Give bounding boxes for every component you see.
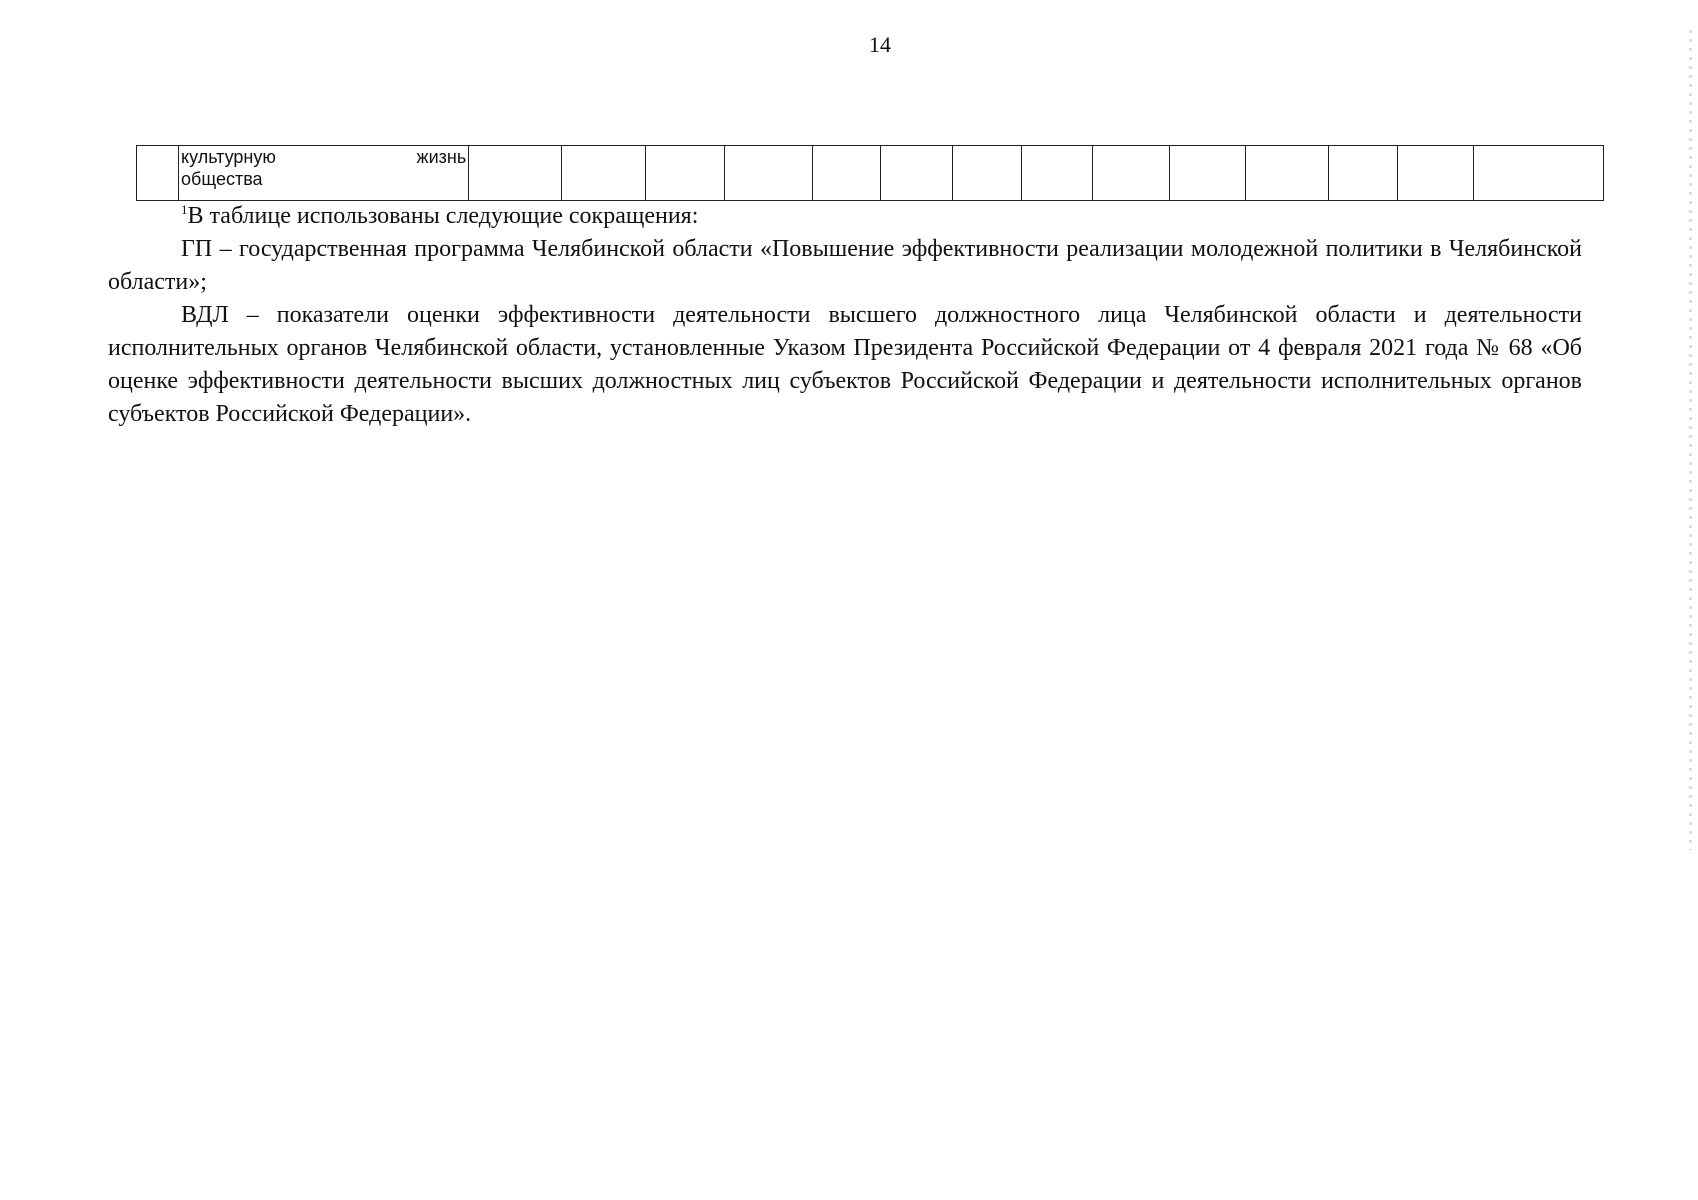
footnote-intro: $^1$В таблице использованы следующие сокращения:: [181, 202, 699, 229]
table-cell-empty: [1245, 146, 1328, 201]
page-number: 14: [869, 32, 891, 57]
footnote-marker: 1: [181, 202, 188, 217]
footnote-gp-definition: ГП – государственная программа Челябинской области «Повышение эффективности реализации молодежной политики в Челябинской области»;: [108, 236, 1582, 295]
footnote-block: [108, 200, 1582, 431]
table-cell-empty: [1328, 146, 1397, 201]
table-cell-empty: [1397, 146, 1473, 201]
table-cell-empty: [562, 146, 646, 201]
indicator-name-line2: общества: [181, 169, 263, 189]
table-cell-empty: [469, 146, 562, 201]
table-cell-empty: [953, 146, 1021, 201]
table-cell-indicator-name: [179, 146, 469, 201]
table-cell-empty: [1092, 146, 1169, 201]
table-cell-empty: [881, 146, 953, 201]
table-cell-empty: [1169, 146, 1245, 201]
table-cell-empty: [1021, 146, 1092, 201]
indicator-name-line1: культурную жизнь: [181, 147, 467, 167]
footnote-vdl-definition: ВДЛ – показатели оценки эффективности деятельности высшего должностного лица Челябинской области и деятельности исполнительных органов Челябинской области, установленные Указом Президента Российской Федерации от 4 февраля 2021 года № 68 «Об оценке эффективности деятельности высших должностных лиц субъектов Российской Федерации и деятельности исполнительных органов субъектов Российской Федерации».: [108, 302, 1582, 427]
table-cell-empty: [813, 146, 881, 201]
table-cell-empty: [646, 146, 725, 201]
table-row: [137, 146, 1604, 201]
table-fragment: [136, 145, 1604, 201]
table-cell-number: [137, 146, 179, 201]
table-cell-empty: [1473, 146, 1603, 201]
scan-edge-artifact: [1689, 30, 1692, 850]
table-cell-empty: [725, 146, 813, 201]
